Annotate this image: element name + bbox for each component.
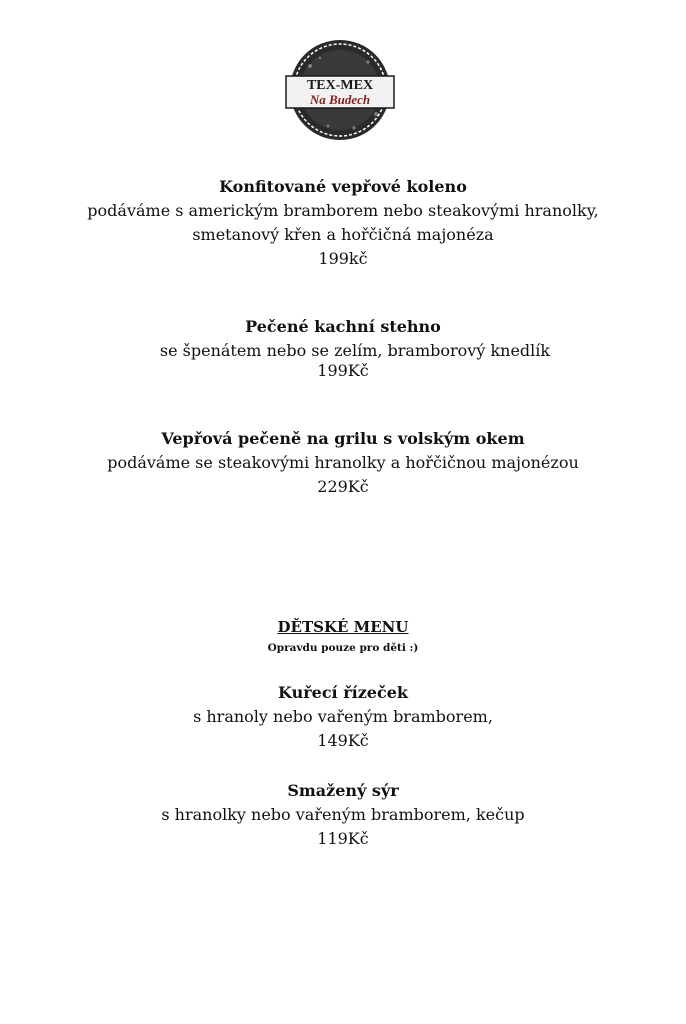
kids-item-2-name: Smažený sýr — [287, 781, 399, 800]
dish-1-description-line-2: smetanový křen a hořčičná majonéza — [192, 225, 494, 244]
kids-menu-title: DĚTSKÉ MENU — [277, 618, 409, 636]
kids-menu-subtitle: Opravdu pouze pro děti :) — [267, 642, 419, 654]
kids-item-1-price: 149Kč — [317, 731, 369, 750]
dish-1-price: 199kč — [318, 249, 368, 268]
kids-item-1-name: Kuřecí řízeček — [278, 683, 408, 702]
dish-2-description: se špenátem nebo se zelím, bramborový knedlík — [159, 341, 551, 360]
dish-3-price: 229Kč — [317, 477, 369, 496]
logo-line1: TEX-MEX — [306, 78, 374, 93]
kids-item-2-description: s hranolky nebo vařeným bramborem, kečup — [161, 805, 525, 824]
logo-line2: Na Budech — [309, 92, 371, 107]
kids-item-2-price: 119Kč — [317, 829, 369, 848]
dish-1-description-line-1: podáváme s americkým bramborem nebo steakovými hranolky, — [87, 201, 599, 220]
dish-2-price: 199Kč — [317, 361, 369, 380]
restaurant-logo — [280, 36, 400, 144]
logo-stamp-icon — [280, 36, 400, 144]
dish-2-name: Pečené kachní stehno — [245, 317, 441, 336]
dish-3-name: Vepřová pečeně na grilu s volským okem — [161, 429, 525, 448]
dish-3-description: podáváme se steakovými hranolky a hořčičnou majonézou — [107, 453, 579, 472]
kids-item-1-description: s hranoly nebo vařeným bramborem, — [193, 707, 493, 726]
dish-1-name: Konfitované vepřové koleno — [219, 177, 467, 196]
